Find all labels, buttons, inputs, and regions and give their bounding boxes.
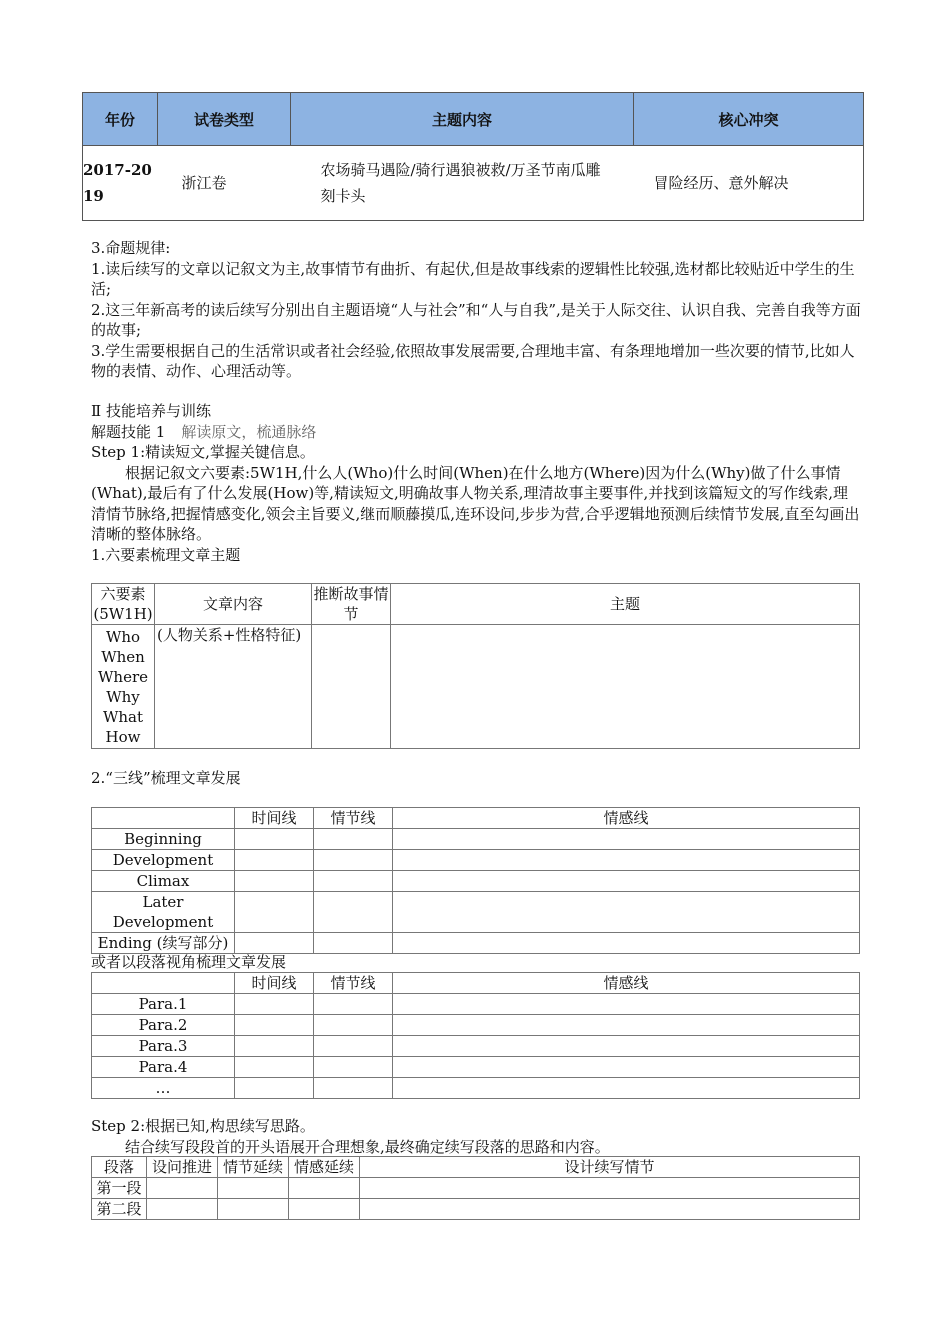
rule-item: 3.学生需要根据自己的生活常识或者社会经验,依照故事发展需要,合理地丰富、有条理地增加一些次要的情节,比如人物的表情、动作、心理活动等。 bbox=[91, 341, 855, 380]
skill-line bbox=[91, 422, 861, 443]
section-title: Ⅱ 技能培养与训练 bbox=[91, 402, 211, 420]
row-label: Ending (续写部分) bbox=[92, 933, 235, 954]
element-item: Where bbox=[97, 667, 148, 686]
col-timeline: 时间线 bbox=[235, 808, 314, 829]
rules-section bbox=[91, 238, 861, 382]
col-infer-plot: 推断故事情节 bbox=[313, 585, 389, 623]
cell-empty bbox=[312, 625, 391, 749]
col-plot-continue: 情节延续 bbox=[218, 1157, 289, 1178]
header-year: 年份 bbox=[83, 93, 158, 146]
header-conflict: 核心冲突 bbox=[634, 93, 864, 146]
elements-list bbox=[92, 625, 155, 749]
cell-empty bbox=[92, 808, 235, 829]
element-item: Who bbox=[105, 627, 141, 646]
row-label: Development bbox=[92, 850, 235, 871]
col-plotline: 情节线 bbox=[314, 973, 393, 994]
row-label: Beginning bbox=[92, 829, 235, 850]
skill-title: 解读原文，梳通脉络 bbox=[181, 422, 317, 441]
col-plotline: 情节线 bbox=[314, 808, 393, 829]
cell-theme: 农场骑马遇险/骑行遇狼被救/万圣节南瓜雕刻卡头 bbox=[320, 161, 601, 205]
cell-conflict: 冒险经历、意外解决 bbox=[653, 174, 789, 192]
six-elements-heading: 1.六要素梳理文章主题 bbox=[91, 545, 241, 564]
header-type: 试卷类型 bbox=[158, 93, 291, 146]
rule-item: 2.这三年新高考的读后续写分别出自主题语境“人与社会”和“人与自我”,是关于人际交往、认识自我、完善自我等方面的故事; bbox=[91, 300, 861, 339]
para-view-table bbox=[91, 972, 860, 1099]
col-content: 文章内容 bbox=[155, 584, 312, 625]
three-lines-table bbox=[91, 807, 860, 954]
step2-title: Step 2:根据已知,构思续写思路。 bbox=[91, 1117, 315, 1135]
element-item: When bbox=[101, 647, 145, 666]
step2-section bbox=[91, 1116, 861, 1157]
col-theme: 主题 bbox=[391, 584, 860, 625]
step1-body: 根据记叙文六要素:5W1H,什么人(Who)什么时间(When)在什么地方(Where)因为什么(Why)做了什么事情(What),最后有了什么发展(How)等,精读短文,明确故事人物关系,理清故事主要事件,并找到该篇短文的写作线索,理清情节脉络,把握情感变化,领会主旨要义,继而顺藤摸瓜,连环设问,步步为营,合乎逻辑地预测后续情节发展,直至勾画出清晰的整体脉络。 bbox=[91, 463, 860, 543]
step2-body: 结合续写段段首的开头语展开合理想象,最终确定续写段落的思路和内容。 bbox=[125, 1137, 610, 1156]
six-elements-table bbox=[91, 583, 860, 749]
row-label: 第一段 bbox=[92, 1178, 147, 1199]
row-label: Para.3 bbox=[92, 1036, 235, 1057]
content-note: (人物关系+性格特征) bbox=[155, 625, 312, 749]
cell-type: 浙江卷 bbox=[181, 174, 227, 192]
col-design-plot: 设计续写情节 bbox=[360, 1157, 860, 1178]
cell-empty bbox=[391, 625, 860, 749]
skills-section bbox=[91, 401, 861, 565]
col-timeline: 时间线 bbox=[235, 973, 314, 994]
cell-empty bbox=[92, 973, 235, 994]
element-item: Why bbox=[106, 687, 140, 706]
row-label: Para.2 bbox=[92, 1015, 235, 1036]
row-label: Para.4 bbox=[92, 1057, 235, 1078]
step2-table bbox=[91, 1156, 860, 1220]
rule-item: 1.读后续写的文章以记叙文为主,故事情节有曲折、有起伏,但是故事线索的逻辑性比较强,选材都比较贴近中学生的生活; bbox=[91, 259, 855, 298]
para-view-heading: 或者以段落视角梳理文章发展 bbox=[91, 953, 287, 971]
row-label: 第二段 bbox=[92, 1199, 147, 1220]
skill-label: 解题技能 1 bbox=[91, 422, 166, 441]
header-theme: 主题内容 bbox=[291, 93, 634, 146]
cell-year: 2017-2019 bbox=[83, 161, 152, 205]
exam-table-header bbox=[83, 93, 864, 146]
col-question: 设问推进 bbox=[147, 1157, 218, 1178]
exam-table-row bbox=[83, 146, 864, 221]
rules-heading: 3.命题规律: bbox=[91, 239, 171, 257]
col-emotionline: 情感线 bbox=[393, 973, 860, 994]
col-emotionline: 情感线 bbox=[393, 808, 860, 829]
three-lines-heading: 2.“三线”梳理文章发展 bbox=[91, 769, 241, 787]
row-label: … bbox=[92, 1078, 235, 1099]
element-item: What bbox=[102, 707, 144, 726]
step1-title: Step 1:精读短文,掌握关键信息。 bbox=[91, 443, 315, 461]
element-item: How bbox=[105, 727, 141, 746]
col-emotion-continue: 情感延续 bbox=[289, 1157, 360, 1178]
exam-table bbox=[82, 92, 864, 221]
row-label: Para.1 bbox=[92, 994, 235, 1015]
col-six-elements: 六要素(5W1H) bbox=[93, 585, 153, 623]
row-label: Later Development bbox=[92, 892, 235, 933]
col-paragraph: 段落 bbox=[92, 1157, 147, 1178]
row-label: Climax bbox=[92, 871, 235, 892]
